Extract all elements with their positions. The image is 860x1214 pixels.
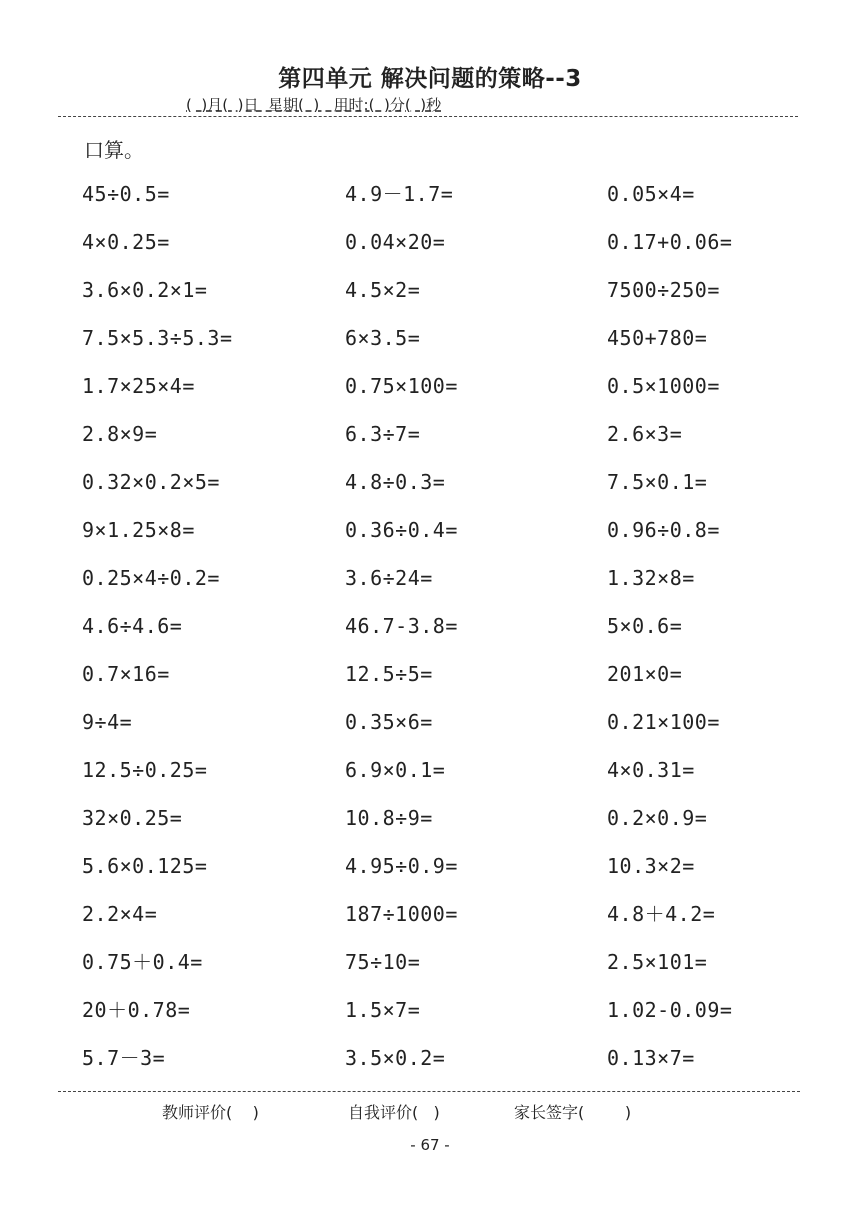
date-time-fields: ( )月( )日 星期( ) 用时:( )分( )秒 [186, 96, 442, 114]
section-label: 口算。 [84, 138, 144, 162]
problem-item: 46.7-3.8= [345, 614, 458, 638]
problem-item: 0.75×100= [345, 374, 458, 398]
problem-item: 9×1.25×8= [82, 518, 195, 542]
problem-item: 0.2×0.9= [607, 806, 708, 830]
problem-item: 4.8＋4.2= [607, 902, 716, 926]
problem-item: 0.75＋0.4= [82, 950, 203, 974]
problem-row [82, 994, 802, 1042]
problem-row [82, 514, 802, 562]
problem-item: 5.7－3= [82, 1046, 166, 1070]
problem-item: 450+780= [607, 326, 708, 350]
evaluation-footer [0, 1100, 860, 1122]
problem-row [82, 610, 802, 658]
problem-row [82, 850, 802, 898]
problem-item: 0.25×4÷0.2= [82, 566, 220, 590]
problem-item: 1.7×25×4= [82, 374, 195, 398]
problem-item: 201×0= [607, 662, 683, 686]
problem-item: 187÷1000= [345, 902, 458, 926]
problem-item: 4×0.25= [82, 230, 170, 254]
problem-item: 4.9－1.7= [345, 182, 454, 206]
parent-signature: 家长签字( ) [514, 1103, 632, 1122]
problem-item: 6.3÷7= [345, 422, 421, 446]
problem-row [82, 754, 802, 802]
problem-row [82, 706, 802, 754]
self-evaluation: 自我评价( ) [348, 1103, 440, 1122]
problem-item: 4.6÷4.6= [82, 614, 183, 638]
problem-item: 0.04×20= [345, 230, 446, 254]
problem-row [82, 226, 802, 274]
problem-item: 0.35×6= [345, 710, 433, 734]
problem-item: 5×0.6= [607, 614, 683, 638]
page-number: - 67 - [410, 1136, 450, 1154]
problem-row [82, 898, 802, 946]
page-title: 第四单元 解决问题的策略--3 [278, 66, 582, 92]
problem-item: 7500÷250= [607, 278, 720, 302]
problem-item: 0.5×1000= [607, 374, 720, 398]
problem-item: 4.95÷0.9= [345, 854, 458, 878]
problem-item: 12.5÷0.25= [82, 758, 208, 782]
problem-item: 1.32×8= [607, 566, 695, 590]
problem-row [82, 466, 802, 514]
problem-row [82, 658, 802, 706]
problem-item: 4.8÷0.3= [345, 470, 446, 494]
problem-item: 0.32×0.2×5= [82, 470, 220, 494]
problem-row [82, 802, 802, 850]
problem-item: 0.7×16= [82, 662, 170, 686]
problem-row [82, 946, 802, 994]
problem-item: 0.36÷0.4= [345, 518, 458, 542]
problem-item: 4.5×2= [345, 278, 421, 302]
problem-item: 10.8÷9= [345, 806, 433, 830]
problem-item: 6.9×0.1= [345, 758, 446, 782]
problem-item: 75÷10= [345, 950, 421, 974]
footer-divider [58, 1091, 800, 1092]
problem-row [82, 562, 802, 610]
problem-item: 2.8×9= [82, 422, 158, 446]
problem-grid [82, 178, 802, 1090]
problem-item: 7.5×5.3÷5.3= [82, 326, 233, 350]
problem-item: 0.17+0.06= [607, 230, 733, 254]
problem-item: 7.5×0.1= [607, 470, 708, 494]
problem-item: 6×3.5= [345, 326, 421, 350]
problem-item: 20＋0.78= [82, 998, 191, 1022]
date-time-line [58, 94, 798, 117]
problem-item: 0.21×100= [607, 710, 720, 734]
problem-row [82, 370, 802, 418]
problem-row [82, 178, 802, 226]
problem-item: 45÷0.5= [82, 182, 170, 206]
teacher-evaluation: 教师评价( ) [162, 1103, 259, 1122]
problem-item: 3.6÷24= [345, 566, 433, 590]
problem-row [82, 418, 802, 466]
problem-item: 3.5×0.2= [345, 1046, 446, 1070]
problem-item: 10.3×2= [607, 854, 695, 878]
problem-item: 2.2×4= [82, 902, 158, 926]
problem-item: 0.05×4= [607, 182, 695, 206]
problem-row [82, 322, 802, 370]
problem-item: 1.02-0.09= [607, 998, 733, 1022]
problem-item: 2.5×101= [607, 950, 708, 974]
problem-item: 3.6×0.2×1= [82, 278, 208, 302]
problem-item: 32×0.25= [82, 806, 183, 830]
problem-item: 4×0.31= [607, 758, 695, 782]
problem-item: 0.13×7= [607, 1046, 695, 1070]
problem-item: 12.5÷5= [345, 662, 433, 686]
problem-item: 5.6×0.125= [82, 854, 208, 878]
problem-item: 1.5×7= [345, 998, 421, 1022]
problem-row [82, 1042, 802, 1090]
problem-row [82, 274, 802, 322]
problem-item: 9÷4= [82, 710, 133, 734]
problem-item: 2.6×3= [607, 422, 683, 446]
problem-item: 0.96÷0.8= [607, 518, 720, 542]
